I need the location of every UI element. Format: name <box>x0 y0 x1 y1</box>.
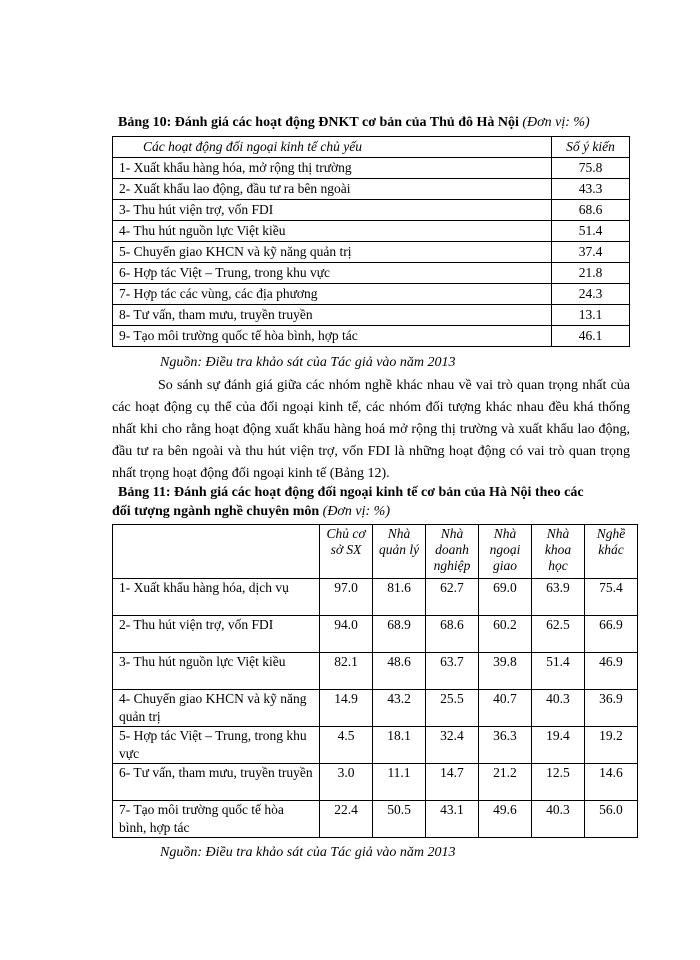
table11-value-cell: 36.3 <box>478 727 531 764</box>
table11-value-cell: 22.4 <box>320 801 373 838</box>
table10-value-cell: 43.3 <box>552 179 630 200</box>
table11-value-cell: 14.7 <box>426 764 479 801</box>
table11-value-cell: 21.2 <box>478 764 531 801</box>
table10-value-cell: 75.8 <box>552 158 630 179</box>
table11-value-cell: 46.9 <box>584 653 637 690</box>
table11-value-cell: 39.8 <box>478 653 531 690</box>
table11-header-cell: Chủ cơ sở SX <box>320 525 373 579</box>
table11-value-cell: 32.4 <box>426 727 479 764</box>
table10 <box>112 136 630 347</box>
table10-value-cell: 13.1 <box>552 305 630 326</box>
table11-value-cell: 68.9 <box>373 616 426 653</box>
table10-source: Nguồn: Điều tra khảo sát của Tác giả vào năm 2013 <box>160 355 456 370</box>
table11-value-cell: 40.7 <box>478 690 531 727</box>
table11-caption-line2 <box>112 503 390 521</box>
table11-value-cell: 19.2 <box>584 727 637 764</box>
table10-activity-cell: 4- Thu hút nguồn lực Việt kiều <box>113 221 552 242</box>
table10-row <box>113 158 630 179</box>
table10-header-count: Số ý kiến <box>552 137 630 158</box>
table11-caption-line1: Bảng 11: Đánh giá các hoạt động đối ngoại kinh tế cơ bản của Hà Nội theo các <box>118 485 584 500</box>
table11-value-cell: 43.2 <box>373 690 426 727</box>
table11-value-cell: 51.4 <box>531 653 584 690</box>
table11-row <box>113 579 638 616</box>
table10-activity-cell: 2- Xuất khẩu lao động, đầu tư ra bên ngoài <box>113 179 552 200</box>
table10-value-cell: 46.1 <box>552 326 630 347</box>
table11-value-cell: 11.1 <box>373 764 426 801</box>
table11-value-cell: 66.9 <box>584 616 637 653</box>
table11-value-cell: 40.3 <box>531 690 584 727</box>
table10-activity-cell: 3- Thu hút viện trợ, vốn FDI <box>113 200 552 221</box>
table11-header-cell: Nhà ngoại giao <box>478 525 531 579</box>
table11-activity-cell: 1- Xuất khẩu hàng hóa, dịch vụ <box>113 579 320 616</box>
table10-row <box>113 326 630 347</box>
table11-value-cell: 75.4 <box>584 579 637 616</box>
table10-unit: (Đơn vị: %) <box>522 115 590 130</box>
table11-header-cell: Nhà khoa học <box>531 525 584 579</box>
table10-row <box>113 221 630 242</box>
table11-row <box>113 616 638 653</box>
table11-value-cell: 14.9 <box>320 690 373 727</box>
table11-value-cell: 43.1 <box>426 801 479 838</box>
table11-value-cell: 60.2 <box>478 616 531 653</box>
table11-value-cell: 50.5 <box>373 801 426 838</box>
table11-header-blank <box>113 525 320 579</box>
table11-source: Nguồn: Điều tra khảo sát của Tác giả vào năm 2013 <box>160 845 456 860</box>
table11-activity-cell: 5- Hợp tác Việt – Trung, trong khu vực <box>113 727 320 764</box>
table11-row <box>113 801 638 838</box>
table11-value-cell: 62.7 <box>426 579 479 616</box>
table10-header-activity: Các hoạt động đối ngoại kinh tế chủ yếu <box>113 137 552 158</box>
table11-row <box>113 690 638 727</box>
table10-row <box>113 242 630 263</box>
paragraph-text: So sánh sự đánh giá giữa các nhóm nghề khác nhau về vai trò quan trọng nhất của các hoạt động cụ thể của đối ngoại kinh tế, các nhóm đối tượng khác nhau đều khá thống nhất khi cho rằng hoạt động xuất khẩu hàng hoá mở rộng thị trường và xuất khẩu lao động, đầu tư ra bên ngoài và thu hút viện trợ, vốn FDI là những hoạt động có vai trò quan trọng nhất trọng hoạt động đối ngoại kinh tế (Bảng 12). <box>112 378 630 481</box>
table11-activity-cell: 4- Chuyển giao KHCN và kỹ năng quản trị <box>113 690 320 727</box>
table11-value-cell: 68.6 <box>426 616 479 653</box>
table10-activity-cell: 5- Chuyển giao KHCN và kỹ năng quản trị <box>113 242 552 263</box>
table10-row <box>113 305 630 326</box>
table11-value-cell: 69.0 <box>478 579 531 616</box>
table11-value-cell: 56.0 <box>584 801 637 838</box>
table10-row <box>113 179 630 200</box>
table11-value-cell: 3.0 <box>320 764 373 801</box>
table10-value-cell: 68.6 <box>552 200 630 221</box>
table11-value-cell: 40.3 <box>531 801 584 838</box>
table11-value-cell: 36.9 <box>584 690 637 727</box>
table10-value-cell: 21.8 <box>552 263 630 284</box>
table11 <box>112 524 638 838</box>
table10-value-cell: 24.3 <box>552 284 630 305</box>
table10-activity-cell: 8- Tư vấn, tham mưu, truyền truyền <box>113 305 552 326</box>
table11-header-cell: Nhà doanh nghiệp <box>426 525 479 579</box>
table11-value-cell: 4.5 <box>320 727 373 764</box>
table11-row <box>113 764 638 801</box>
table11-value-cell: 97.0 <box>320 579 373 616</box>
table11-value-cell: 12.5 <box>531 764 584 801</box>
table11-row <box>113 653 638 690</box>
table11-activity-cell: 3- Thu hút nguồn lực Việt kiều <box>113 653 320 690</box>
table11-activity-cell: 7- Tạo môi trường quốc tế hòa bình, hợp tác <box>113 801 320 838</box>
table11-title-line2: đối tượng ngành nghề chuyên môn <box>112 504 320 519</box>
table10-row <box>113 263 630 284</box>
table11-value-cell: 63.9 <box>531 579 584 616</box>
table11-value-cell: 81.6 <box>373 579 426 616</box>
table11-header-cell: Nhà quản lý <box>373 525 426 579</box>
table11-value-cell: 18.1 <box>373 727 426 764</box>
table10-row <box>113 284 630 305</box>
table11-value-cell: 49.6 <box>478 801 531 838</box>
table11-activity-cell: 6- Tư vấn, tham mưu, truyền truyền <box>113 764 320 801</box>
table10-activity-cell: 1- Xuất khẩu hàng hóa, mở rộng thị trường <box>113 158 552 179</box>
table11-row <box>113 727 638 764</box>
table11-value-cell: 82.1 <box>320 653 373 690</box>
table10-value-cell: 51.4 <box>552 221 630 242</box>
table10-title: Bảng 10: Đánh giá các hoạt động ĐNKT cơ bản của Thủ đô Hà Nội <box>118 115 519 130</box>
table10-caption <box>118 114 590 132</box>
table11-header-row <box>113 525 638 579</box>
table11-value-cell: 63.7 <box>426 653 479 690</box>
table11-value-cell: 19.4 <box>531 727 584 764</box>
table11-value-cell: 94.0 <box>320 616 373 653</box>
table11-header-cell: Nghề khác <box>584 525 637 579</box>
table11-value-cell: 14.6 <box>584 764 637 801</box>
table10-activity-cell: 9- Tạo môi trường quốc tế hòa bình, hợp tác <box>113 326 552 347</box>
table10-value-cell: 37.4 <box>552 242 630 263</box>
table11-value-cell: 48.6 <box>373 653 426 690</box>
table11-value-cell: 62.5 <box>531 616 584 653</box>
table10-row <box>113 200 630 221</box>
table11-unit: (Đơn vị: %) <box>322 504 390 519</box>
table11-value-cell: 25.5 <box>426 690 479 727</box>
table10-activity-cell: 6- Hợp tác Việt – Trung, trong khu vực <box>113 263 552 284</box>
body-paragraph <box>112 375 630 485</box>
table10-activity-cell: 7- Hợp tác các vùng, các địa phương <box>113 284 552 305</box>
table10-header-row <box>113 137 630 158</box>
table11-activity-cell: 2- Thu hút viện trợ, vốn FDI <box>113 616 320 653</box>
